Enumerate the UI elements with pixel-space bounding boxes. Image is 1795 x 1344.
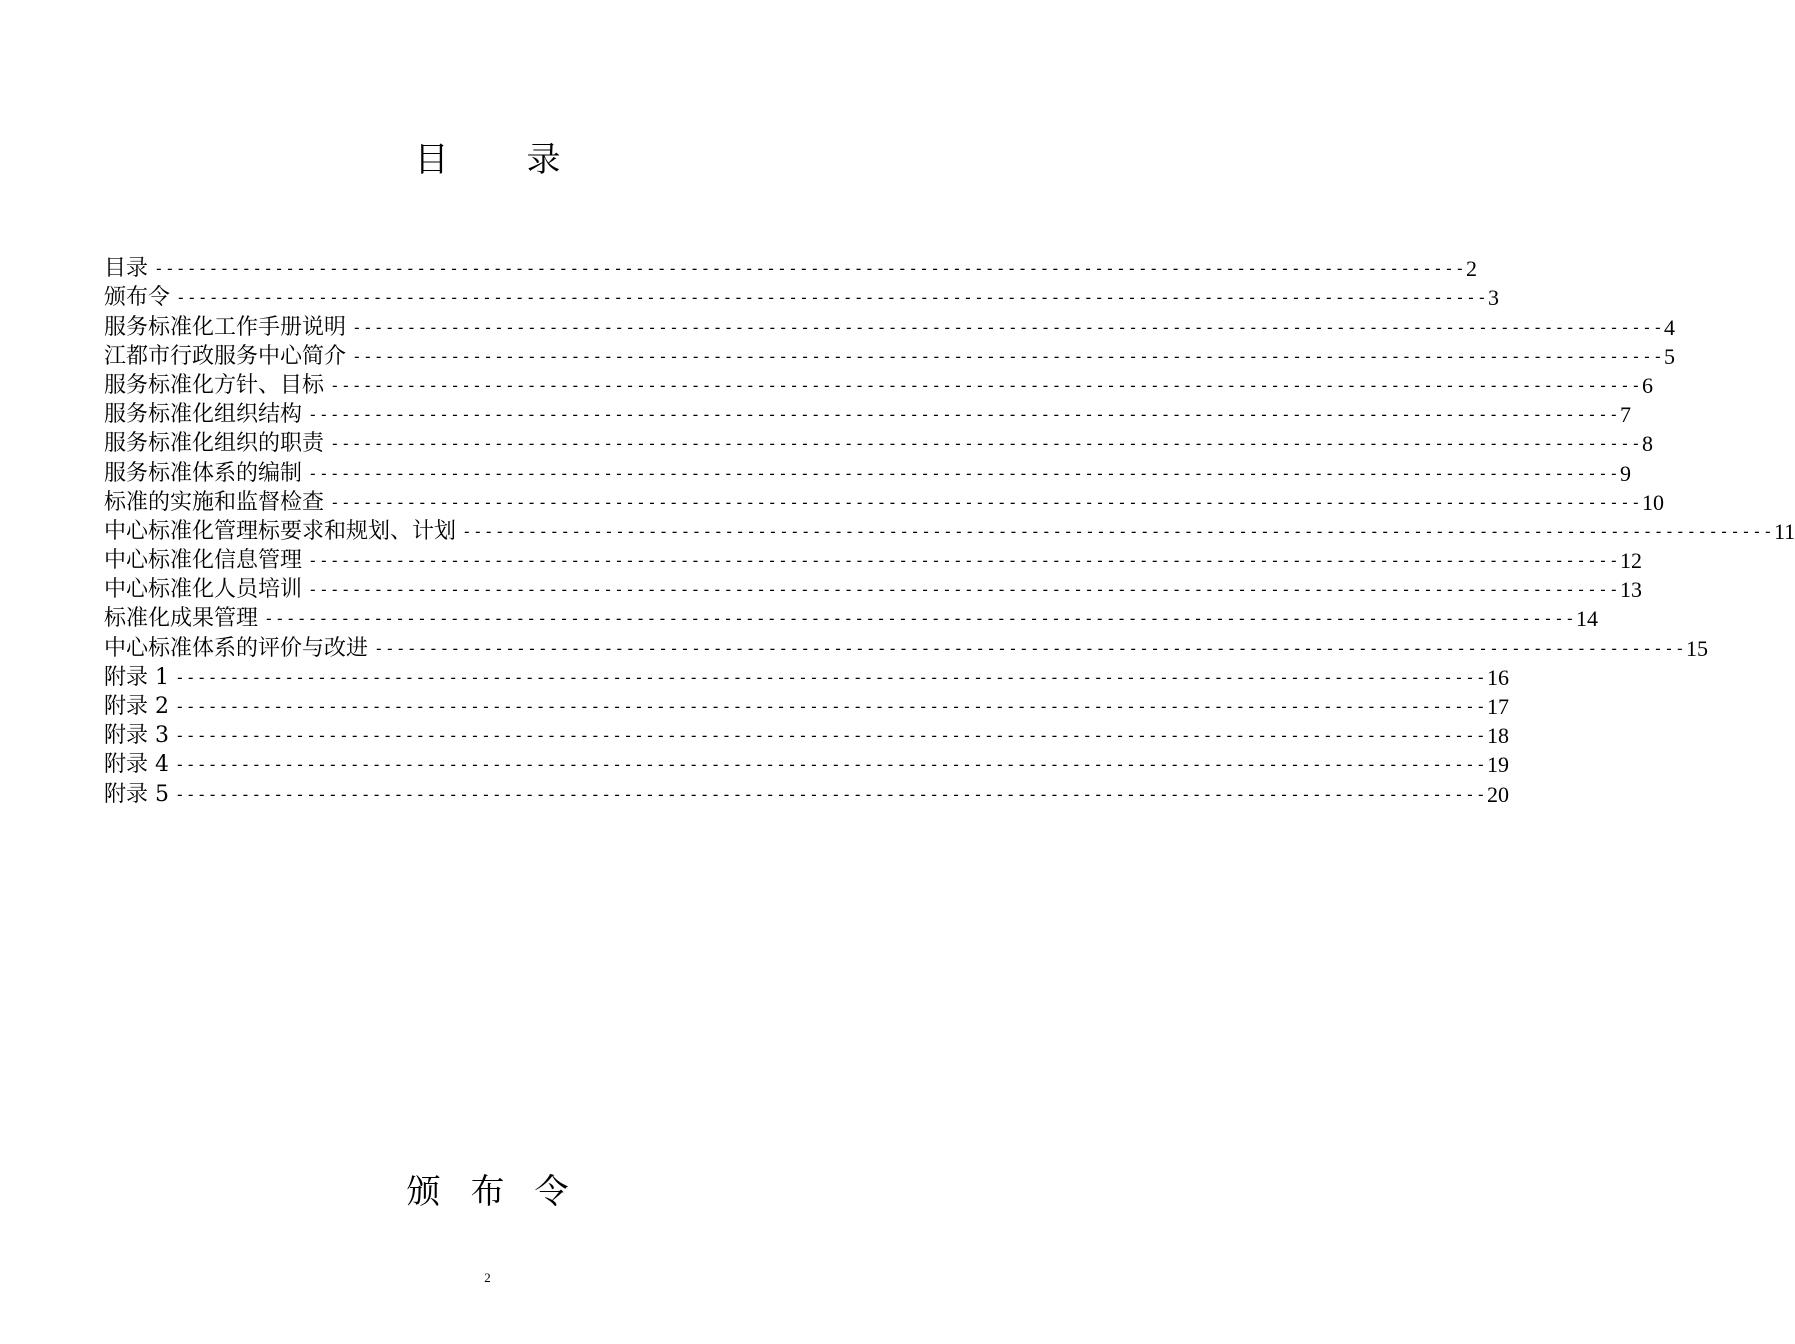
decree-title-char-2: 布 <box>470 1172 505 1212</box>
toc-leader-dashes: ------------------------------------------------------------------------------------------------------------------------ <box>154 259 1466 279</box>
toc-entry-label: 标准的实施和监督检查 <box>104 489 325 515</box>
toc-leader-dashes: ------------------------------------------------------------------------------------------------------------------------ <box>308 463 1620 483</box>
toc-entry[interactable] <box>104 458 1631 487</box>
toc-entry-page: 5 <box>1663 343 1675 369</box>
toc-title <box>0 138 975 182</box>
toc-entry-label: 服务标准体系的编制 <box>104 460 303 486</box>
page-number: 2 <box>484 1270 491 1285</box>
toc-entry[interactable] <box>104 546 1642 575</box>
toc-entry-page: 7 <box>1619 402 1631 428</box>
toc-entry[interactable] <box>104 692 1509 721</box>
toc-entry-page: 3 <box>1487 285 1499 311</box>
toc-leader-dashes: ------------------------------------------------------------------------------------------------------------------------ <box>308 551 1620 571</box>
toc-entry-page: 20 <box>1486 781 1509 807</box>
toc-entry-label: 颁布令 <box>104 285 171 311</box>
toc-entry-page: 2 <box>1465 256 1477 282</box>
toc-entry[interactable] <box>104 400 1631 429</box>
decree-title-char-3: 令 <box>534 1172 569 1212</box>
toc-entry-label: 中心标准化管理标要求和规划、计划 <box>104 518 457 544</box>
toc-entry-page: 15 <box>1685 635 1708 661</box>
toc-entry[interactable] <box>104 254 1477 283</box>
toc-entry[interactable] <box>104 488 1664 517</box>
toc-leader-dashes: ------------------------------------------------------------------------------------------------------------------------ <box>330 434 1642 454</box>
toc-leader-dashes: ------------------------------------------------------------------------------------------------------------------------ <box>308 405 1620 425</box>
toc-entry-label: 服务标准化工作手册说明 <box>104 314 347 340</box>
toc-entry-label: 附录 5 <box>104 781 169 807</box>
toc-leader-dashes: ------------------------------------------------------------------------------------------------------------------------ <box>352 317 1664 337</box>
toc-entry-page: 16 <box>1486 664 1509 690</box>
toc-title-char-1: 目 <box>414 140 449 180</box>
toc-entry-page: 9 <box>1619 460 1631 486</box>
toc-entry-page: 19 <box>1486 752 1509 778</box>
toc-entry[interactable] <box>104 429 1653 458</box>
toc-entry-label: 附录 4 <box>104 752 169 778</box>
toc-entry-label: 标准化成果管理 <box>104 606 259 632</box>
toc-entry-label: 服务标准化组织结构 <box>104 402 303 428</box>
toc-leader-dashes: ------------------------------------------------------------------------------------------------------------------------ <box>175 726 1487 746</box>
toc-entry[interactable] <box>104 721 1509 750</box>
toc-entry-page: 18 <box>1486 723 1509 749</box>
toc-title-char-2: 录 <box>526 140 561 180</box>
toc-entry-label: 中心标准体系的评价与改进 <box>104 635 369 661</box>
toc-entry-label: 附录 2 <box>104 694 169 719</box>
toc-leader-dashes: ------------------------------------------------------------------------------------------------------------------------ <box>352 346 1664 366</box>
toc-entry-label: 中心标准化人员培训 <box>104 577 303 603</box>
toc-leader-dashes: ------------------------------------------------------------------------------------------------------------------------ <box>175 755 1487 775</box>
toc-entry[interactable] <box>104 283 1499 312</box>
toc-leader-dashes: ------------------------------------------------------------------------------------------------------------------------ <box>175 784 1487 804</box>
toc-leader-dashes: ------------------------------------------------------------------------------------------------------------------------ <box>175 667 1487 687</box>
toc-entry[interactable] <box>104 604 1598 633</box>
toc-entry-page: 14 <box>1575 606 1598 632</box>
toc-leader-dashes: ------------------------------------------------------------------------------------------------------------------------ <box>462 521 1774 541</box>
toc-entry-page: 6 <box>1641 372 1653 398</box>
toc-entry[interactable] <box>104 750 1509 779</box>
toc-entry-page: 12 <box>1619 548 1642 574</box>
toc-entry[interactable] <box>104 663 1509 692</box>
toc-entry-label: 附录 1 <box>104 664 169 690</box>
toc-entry-page: 4 <box>1663 314 1675 340</box>
toc-leader-dashes: ------------------------------------------------------------------------------------------------------------------------ <box>176 288 1488 308</box>
toc-entry-label: 目录 <box>104 256 149 282</box>
toc-entry-page: 10 <box>1641 489 1664 515</box>
toc-leader-dashes: ------------------------------------------------------------------------------------------------------------------------ <box>330 492 1642 512</box>
toc-entry[interactable] <box>104 342 1675 371</box>
toc-entry[interactable] <box>104 312 1675 341</box>
toc-entry-label: 服务标准化组织的职责 <box>104 431 325 457</box>
toc-entry-page: 8 <box>1641 431 1653 457</box>
decree-title-char-1: 颁 <box>406 1172 441 1212</box>
toc-entry[interactable] <box>104 371 1653 400</box>
toc-leader-dashes: ------------------------------------------------------------------------------------------------------------------------ <box>330 375 1642 395</box>
toc-entry-page: 11 <box>1773 518 1795 544</box>
toc-entry-label: 江都市行政服务中心简介 <box>104 343 347 369</box>
toc-entry-page: 17 <box>1486 694 1509 719</box>
toc-entry-label: 中心标准化信息管理 <box>104 548 303 574</box>
toc-list <box>104 254 1795 809</box>
toc-leader-dashes: ------------------------------------------------------------------------------------------------------------------------ <box>374 638 1686 658</box>
toc-entry[interactable] <box>104 575 1642 604</box>
toc-entry-label: 服务标准化方针、目标 <box>104 372 325 398</box>
toc-leader-dashes: ------------------------------------------------------------------------------------------------------------------------ <box>264 609 1576 629</box>
toc-entry[interactable] <box>104 633 1708 662</box>
decree-title <box>0 1170 975 1214</box>
toc-leader-dashes: ------------------------------------------------------------------------------------------------------------------------ <box>308 580 1620 600</box>
toc-entry[interactable] <box>104 779 1509 808</box>
toc-entry-label: 附录 3 <box>104 723 169 749</box>
toc-entry[interactable] <box>104 517 1795 546</box>
toc-entry-page: 13 <box>1619 577 1642 603</box>
toc-leader-dashes: ------------------------------------------------------------------------------------------------------------------------ <box>175 697 1487 716</box>
